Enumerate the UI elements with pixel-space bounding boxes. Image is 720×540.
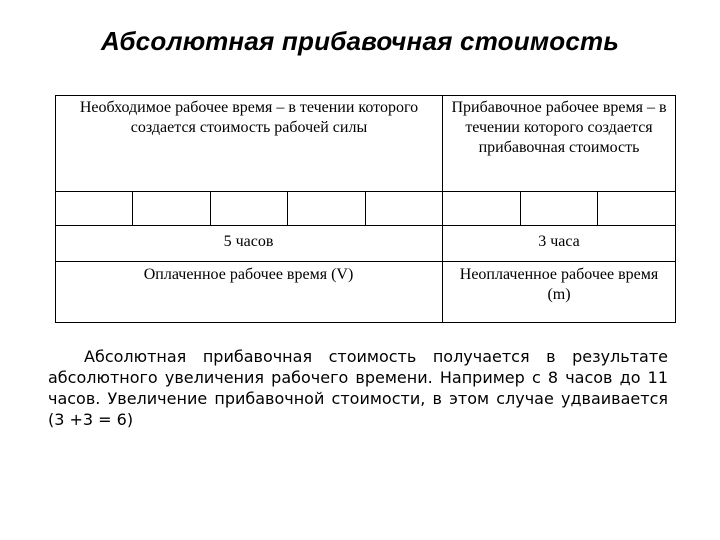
hour-tick [210,191,211,226]
surplus-time-header: Прибавочное рабочее время – в течении которого создается прибавочная стоимость [451,99,667,156]
hour-tick [442,191,443,226]
table-border-bottom [55,322,676,323]
hour-tick [597,191,598,226]
explanation-paragraph: Абсолютная прибавочная стоимость получается в результате абсолютного увеличения рабочего времени. Например с 8 часов до 11 часов. Увеличение прибавочной стоимости, в этом случае удваивается (3 +3 = 6) [48,347,668,429]
necessary-hours: 5 часов [223,233,274,250]
working-time-table [55,95,676,323]
necessary-time-header: Необходимое рабочее время – в течении которого создается стоимость рабочей силы [79,99,419,136]
table-border-top [55,95,676,96]
hour-tick [132,191,133,226]
hour-tick [365,191,366,226]
row-divider-3 [55,261,676,262]
page-title: Абсолютная прибавочная стоимость [101,26,619,56]
hour-tick [287,191,288,226]
surplus-hours: 3 часа [538,233,580,250]
paid-time-label: Оплаченное рабочее время (V) [143,266,354,283]
column-divider-top [442,95,443,192]
unpaid-time-label: Неоплаченное рабочее время (m) [459,266,659,303]
table-border-right [675,95,676,323]
hour-tick [520,191,521,226]
table-border-left [55,95,56,323]
